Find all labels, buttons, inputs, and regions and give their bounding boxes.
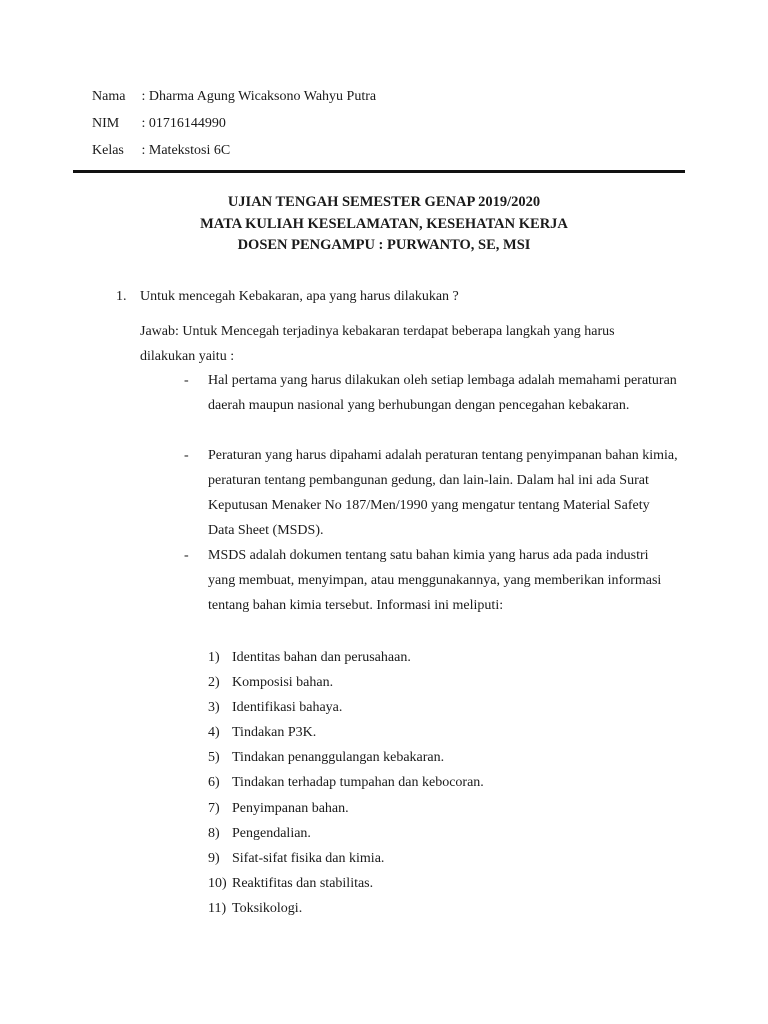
list-text: Identitas bahan dan perusahaan. — [232, 650, 411, 665]
nim-label: NIM — [92, 116, 120, 131]
question-text: Untuk mencegah Kebakaran, apa yang harus dilakukan ? — [140, 289, 459, 304]
list-text: Toksikologi. — [232, 900, 303, 916]
bullet-text: Peraturan yang harus dipahami adalah peraturan tentang penyimpanan bahan kimia, peraturan tentang pembangunan gedung, dan lain-lain. Dalam hal ini ada Surat Keputusan Menaker No 187/Men/1990 yang mengatur tentang Material Safety Data Sheet (MSDS). — [208, 448, 678, 538]
list-text: Pengendalian. — [232, 825, 311, 841]
list-text: Tindakan P3K. — [232, 725, 317, 741]
list-number: 7) — [208, 800, 220, 816]
list-item — [208, 695, 678, 720]
list-number: 8) — [208, 825, 220, 841]
list-number: 11) — [208, 900, 227, 916]
list-number: 2) — [208, 675, 220, 691]
list-item — [208, 645, 678, 670]
list-number: 1) — [208, 650, 220, 665]
class-value: : Matekstosi 6C — [141, 143, 231, 158]
msds-info-list — [208, 645, 678, 921]
list-text: Komposisi bahan. — [232, 675, 334, 691]
list-item — [208, 846, 678, 871]
bullet-text: Hal pertama yang harus dilakukan oleh setiap lembaga adalah memahami peraturan daerah maupun nasional yang berhubungan dengan pencegahan kebakaran. — [208, 373, 677, 413]
list-number: 9) — [208, 850, 220, 866]
exam-title: UJIAN TENGAH SEMESTER GENAP 2019/2020 — [227, 194, 541, 210]
course-title: MATA KULIAH KESELAMATAN, KESEHATAN KERJA — [200, 216, 568, 232]
nim-value: : 01716144990 — [141, 116, 226, 131]
list-item — [208, 796, 678, 821]
student-class-row — [92, 141, 230, 161]
list-text: Penyimpanan bahan. — [232, 800, 349, 816]
answer-intro: Jawab: Untuk Mencegah terjadinya kebakaran terdapat beberapa langkah yang harus dilakukan yaitu : — [140, 324, 615, 364]
list-text: Tindakan penanggulangan kebakaran. — [232, 750, 445, 766]
name-label: Nama — [92, 89, 126, 104]
name-value: : Dharma Agung Wicaksono Wahyu Putra — [141, 89, 377, 104]
list-item — [208, 821, 678, 846]
list-number: 4) — [208, 725, 220, 741]
list-text: Identifikasi bahaya. — [232, 700, 343, 716]
student-name-row — [92, 87, 376, 107]
bullet-item — [184, 543, 678, 618]
list-text: Sifat-sifat fisika dan kimia. — [232, 850, 385, 866]
lecturer-line: DOSEN PENGAMPU : PURWANTO, SE, MSI — [237, 237, 531, 253]
list-text: Reaktifitas dan stabilitas. — [232, 875, 374, 891]
list-item — [208, 770, 678, 795]
list-item — [208, 896, 678, 921]
bullet-dash: - — [184, 548, 189, 563]
header-divider — [73, 170, 685, 173]
bullet-text: MSDS adalah dokumen tentang satu bahan kimia yang harus ada pada industri yang membuat, menyimpan, atau menggunakannya, yang memberikan informasi tentang bahan kimia tersebut. Informasi ini meliputi: — [208, 548, 662, 613]
bullet-item — [184, 443, 678, 543]
student-nim-row — [92, 114, 226, 134]
list-item — [208, 670, 678, 695]
bullet-dash: - — [184, 448, 189, 463]
list-number: 6) — [208, 775, 220, 791]
bullet-dash: - — [184, 373, 189, 388]
list-item — [208, 720, 678, 745]
list-item — [208, 745, 678, 770]
list-number: 3) — [208, 700, 220, 716]
bullet-item — [184, 368, 678, 418]
question-number: 1. — [116, 289, 127, 304]
list-text: Tindakan terhadap tumpahan dan kebocoran. — [232, 775, 484, 791]
class-label: Kelas — [92, 143, 124, 158]
list-number: 5) — [208, 750, 220, 766]
list-number: 10) — [208, 875, 227, 891]
list-item — [208, 871, 678, 896]
